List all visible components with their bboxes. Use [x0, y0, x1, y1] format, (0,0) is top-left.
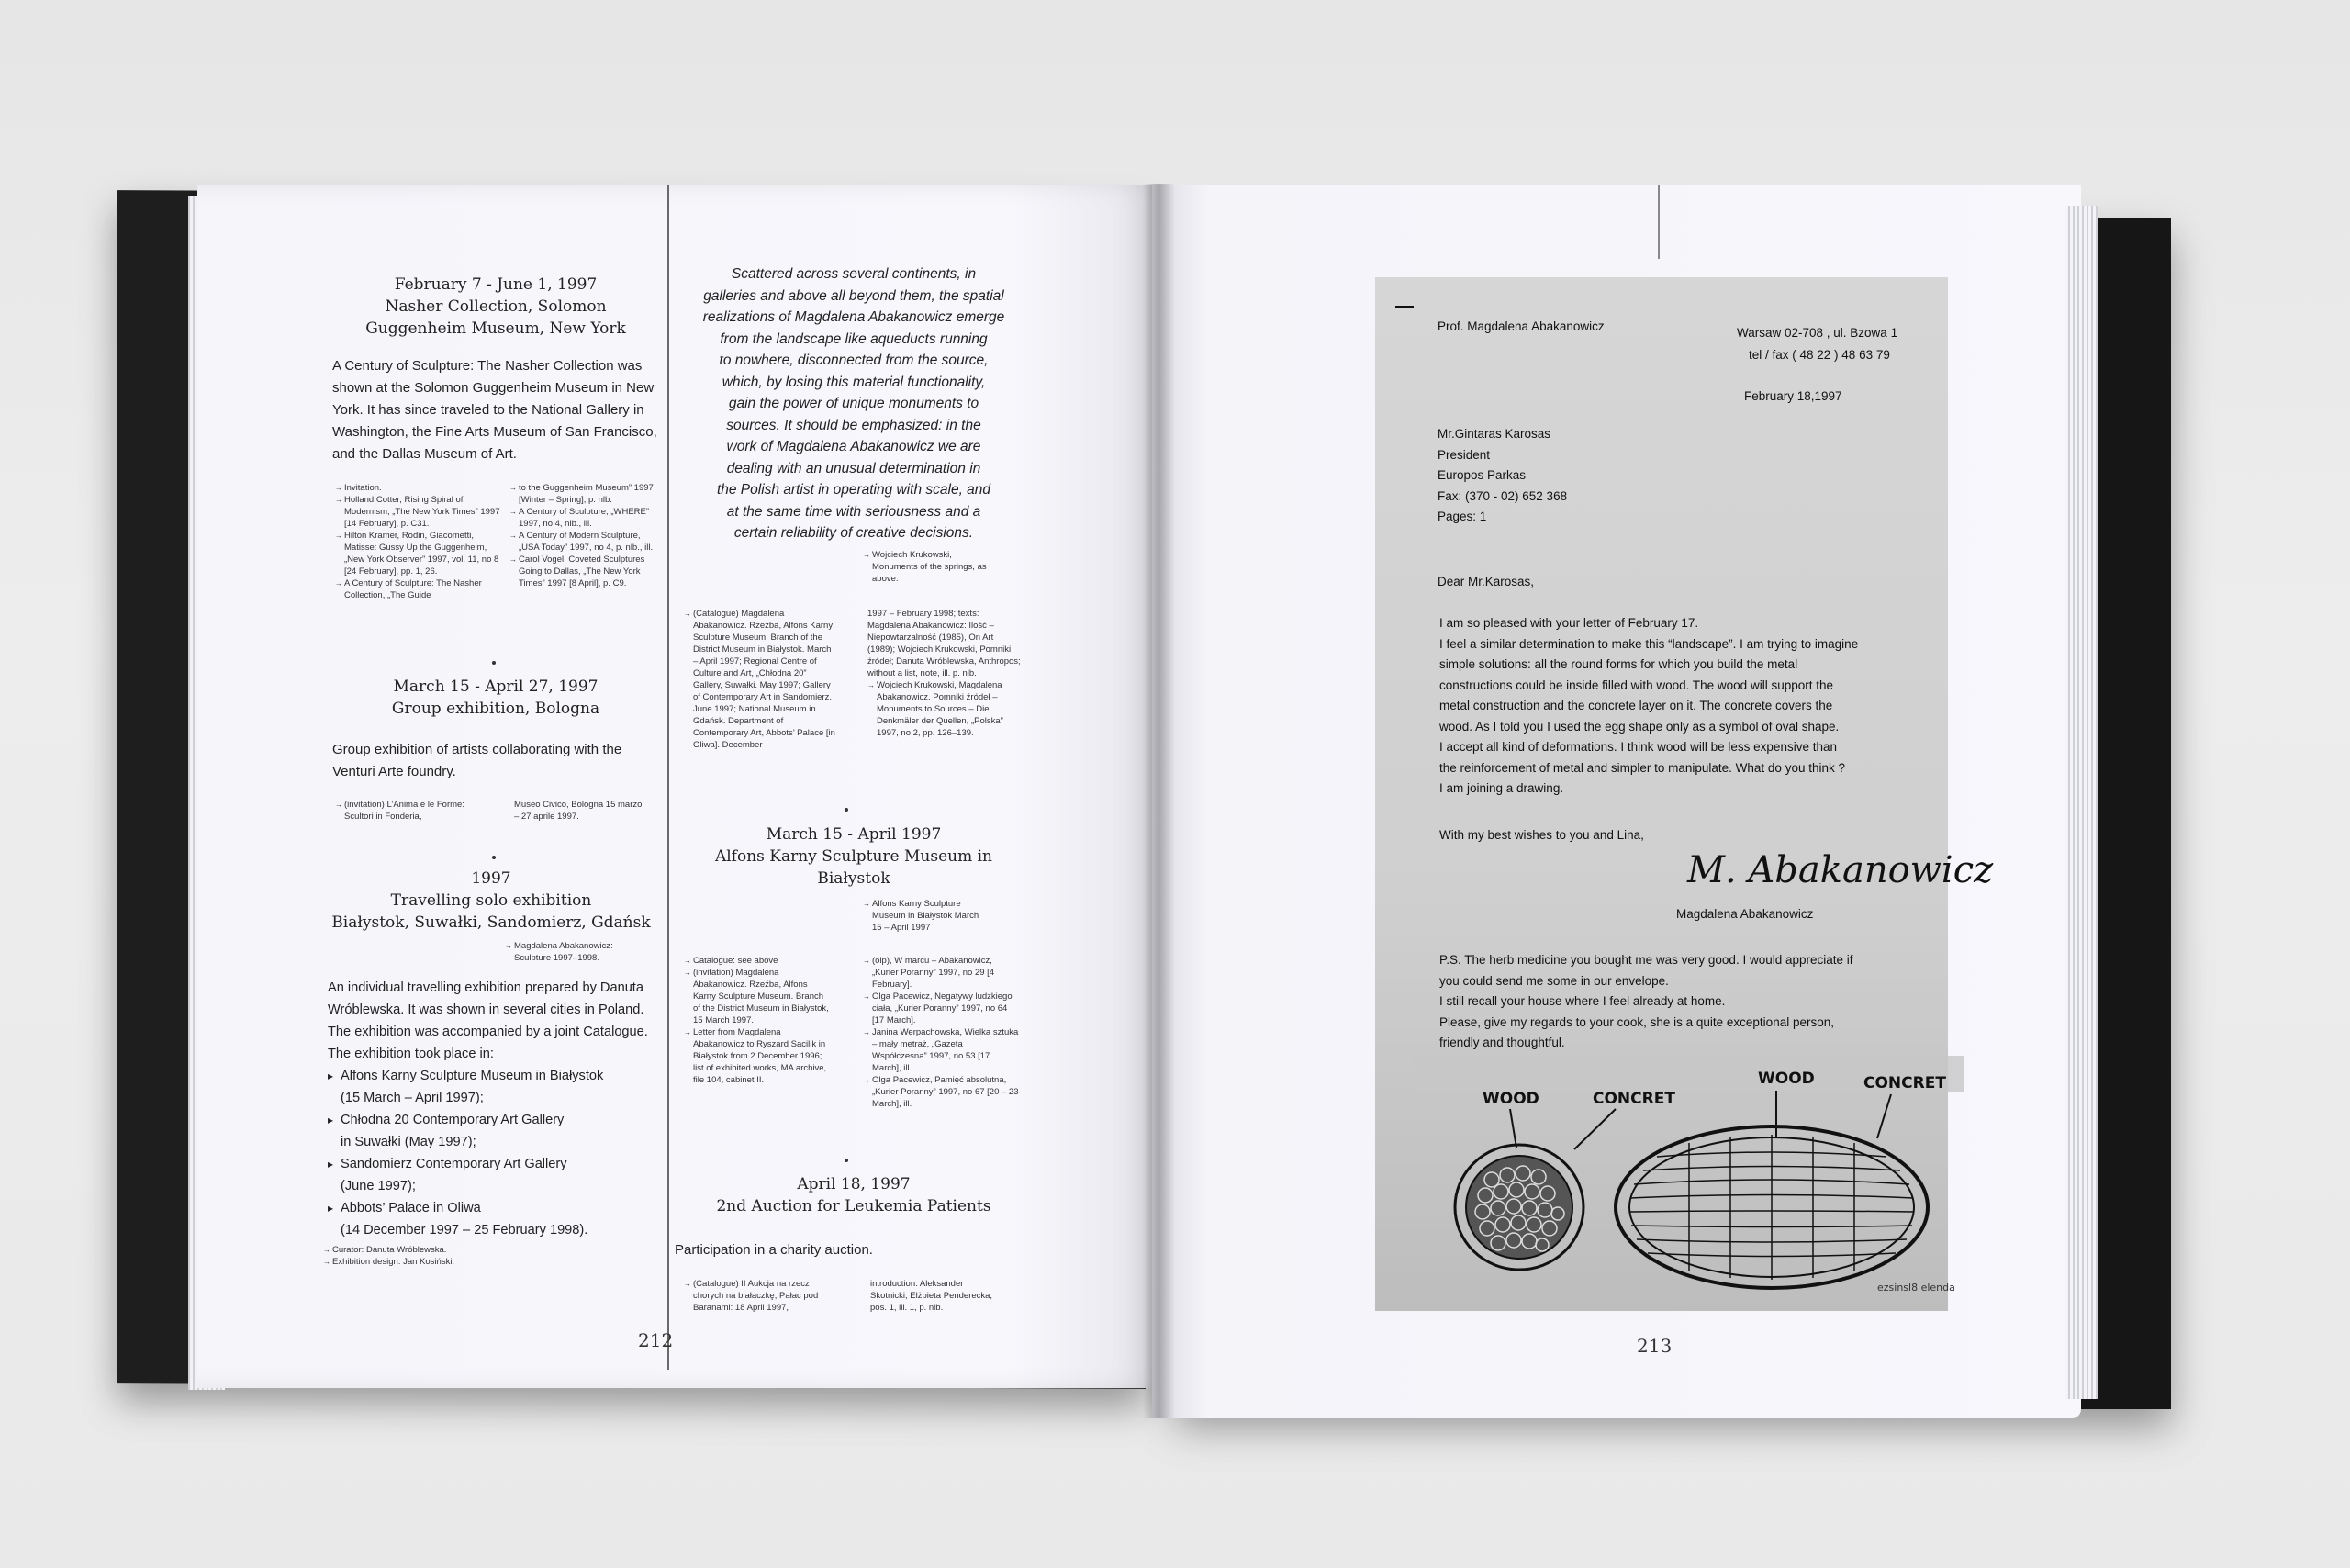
body-line: A Century of Sculpture: The Nasher Collection was [332, 358, 643, 374]
notes-bologna-left [335, 799, 473, 823]
sketch-drawing [1414, 1047, 1964, 1294]
footnote: → Magdalena Abakanowicz: Sculpture 1997–1998. [505, 940, 643, 964]
signature: M. Abakanowicz [1687, 849, 1994, 891]
footnote: → to the Guggenheim Museum” 1997 [Winter – Spring], p. nlb. [509, 482, 661, 506]
body-line: Washington, the Fine Arts Museum of San Francisco, [332, 424, 657, 440]
book-spine [1143, 184, 1175, 1418]
footnote: 1997 – February 1998; texts: Magdalena Abakanowicz: Ilość – Niepowtarzalność (1985), On Art (1989); Wojciech Krukowski, Pomniki źródeł; Danuta Wróblewska, Anthropos; without a list, note, ill. p. nlb. [867, 609, 1021, 678]
heading-line: April 18, 1997 [797, 1175, 911, 1193]
separator-dot [492, 661, 496, 665]
notes-nasher-right [509, 482, 661, 589]
notes-auction-right [870, 1278, 999, 1314]
section-heading-nasher [317, 274, 675, 340]
body-line: The exhibition took place in: [328, 1047, 494, 1061]
footnote: → Alfons Karny Sculpture Museum in Białystok March 15 – April 1997 [863, 898, 987, 934]
footnote: → A Century of Modern Sculpture, „USA Today” 1997, no 4, p. nlb., ill. [509, 530, 661, 554]
body-line: Wróblewska. It was shown in several cities in Poland. [328, 1002, 644, 1017]
letter-recipient: Mr.Gintaras Karosas President Europos Parkas Fax: (370 - 02) 652 368 Pages: 1 [1438, 427, 1568, 523]
footnote: → (olp), W marcu – Abakanowicz, „Kurier Poranny” 1997, no 29 [4 February]. [863, 955, 1019, 991]
venue-item: ▸ Sandomierz Contemporary Art Gallery (June 1997); [328, 1153, 663, 1197]
footnote: → A Century of Sculpture: The Nasher Collection, „The Guide [335, 577, 500, 601]
separator-dot [492, 856, 496, 859]
credits-travelling [323, 1244, 553, 1268]
pull-quote: Scattered across several continents, in galleries and above all beyond them, the spatial realizations of Magdalena Abakanowicz emerge from the landscape like aqueducts running to nowhere, disconnected from the source, which, by losing this material functionality, gain the power of unique monuments to sources. It should be emphasized: in the work of Magdalena Abakanowicz we are dealing with an unusual determination in the Polish artist in operating with scale, and at the same time with seriousness and a certain reliability of creative decisions. [702, 266, 1005, 541]
venue-item: ▸ Chłodna 20 Contemporary Art Gallery in Suwałki (May 1997); [328, 1109, 663, 1153]
heading-line: Alfons Karny Sculpture Museum in [714, 847, 993, 866]
letter-postscript: P.S. The herb medicine you bought me was very good. I would appreciate if you could send me some in our envelope. I still recall your house where I feel already at home. Please, give my regards to your cook, she is a quite exceptional person, friendly and thoughtful. [1439, 953, 1853, 1049]
letter-date: February 18,1997 [1744, 389, 1842, 403]
body-line: The exhibition was accompanied by a joint Catalogue. [328, 1025, 648, 1039]
page-number-left: 212 [638, 1329, 674, 1351]
body-line: shown at the Solomon Guggenheim Museum in New [332, 380, 655, 396]
footnote: → Olga Pacewicz, Pamięć absolutna, „Kurier Poranny” 1997, no 67 [20 – 23 March], ill. [863, 1074, 1019, 1110]
footnote: → Carol Vogel, Coveted Sculptures Going to Dallas, „The New York Times” 1997 [8 April], p. C9. [509, 554, 661, 589]
section-heading-auction [675, 1173, 1033, 1217]
notes-bialystok-right [863, 955, 1019, 1110]
notes-catalogue-left [684, 608, 838, 751]
body-line: and the Dallas Museum of Art. [332, 446, 517, 462]
round-form-sketch [1455, 1145, 1583, 1270]
footnote: introduction: Aleksander Skotnicki, Elżbieta Penderecka, pos. 1, ill. 1, p. nlb. [870, 1279, 993, 1313]
heading-line: Białystok [817, 869, 890, 888]
footnote: → Hilton Kramer, Rodin, Giacometti, Matisse: Gussy Up the Guggenheim, „New York Observer” 1997, vol. 11, no 8 [24 February], pp. 1, 26. [335, 530, 500, 577]
section-heading-travelling [308, 868, 675, 934]
notes-bialystok-left [684, 955, 831, 1086]
venue-item: ▸ Alfons Karny Sculpture Museum in Białystok (15 March – April 1997); [328, 1065, 663, 1109]
letter-address-line2: tel / fax ( 48 22 ) 48 63 79 [1749, 348, 1890, 362]
body-line: Venturi Arte foundry. [332, 764, 456, 779]
heading-line: March 15 - April 27, 1997 [393, 678, 599, 696]
separator-dot [845, 1159, 848, 1162]
footnote: → Janina Werpachowska, Wielka sztuka – mały metraż, „Gazeta Współczesna” 1997, no 53 [17 March], ill. [863, 1026, 1019, 1074]
drawing-label: CONCRET [1593, 1090, 1675, 1108]
letter-salutation: Dear Mr.Karosas, [1438, 575, 1535, 588]
quote-attribution: → Wojciech Krukowski, Monuments of the springs, as above. [863, 549, 991, 585]
footnote: → (Catalogue) Magdalena Abakanowicz. Rzeźba, Alfons Karny Sculpture Museum. Branch of the District Museum in Białystok. March – April 1997; Regional Centre of Culture and Art, „Chłodna 20” Gallery, Suwałki. May 1997; Gallery of Contemporary Art in Sandomierz. June 1997; National Museum in Gdańsk. Department of Contemporary Art, Abbots’ Palace [in Oliwa]. December [684, 608, 838, 751]
signature-name: Magdalena Abakanowicz [1676, 907, 1814, 921]
footnote: → (Catalogue) II Aukcja na rzecz chorych na białaczkę, Pałac pod Baranami: 18 April 1997, [684, 1278, 835, 1314]
body-line: Group exhibition of artists collaborating with the [332, 742, 622, 757]
body-line: York. It has since traveled to the National Gallery in [332, 402, 644, 418]
heading-line: Travelling solo exhibition [390, 891, 592, 910]
drawing-label: WOOD [1758, 1070, 1815, 1088]
section-heading-bialystok [675, 823, 1033, 890]
drawing-label: WOOD [1483, 1090, 1539, 1108]
section-body-travelling [328, 977, 663, 1241]
body-line: An individual travelling exhibition prepared by Danuta [328, 980, 643, 995]
notes-catalogue-right [867, 608, 1022, 739]
footnote: → (invitation) Magdalena Abakanowicz. Rzeźba, Alfons Karny Sculpture Museum. Branch of the District Museum in Białystok, 15 March 1997. [684, 967, 831, 1026]
letter-sender: Prof. Magdalena Abakanowicz [1438, 319, 1605, 333]
heading-line: 2nd Auction for Leukemia Patients [716, 1197, 991, 1215]
heading-line: Guggenheim Museum, New York [365, 319, 626, 338]
section-body-auction: Participation in a charity auction. [675, 1242, 873, 1258]
footnote: → Wojciech Krukowski, Magdalena Abakanowicz. Pomniki źródeł – Monuments to Sources – Die Denkmäler der Quellen, „Polska” 1997, no 2, pp. 126–139. [867, 679, 1022, 739]
section-body-nasher [332, 355, 663, 465]
footnote: → Exhibition design: Jan Kosiński. [323, 1256, 553, 1268]
column-divider-right [1658, 185, 1660, 259]
notes-nasher-left [335, 482, 500, 601]
stamp-text: ezsinsl8 elenda [1877, 1282, 1955, 1294]
footnote: → Catalogue: see above [684, 955, 831, 967]
heading-line: 1997 [471, 869, 511, 888]
heading-line: Nasher Collection, Solomon [385, 297, 607, 316]
footnote: Museo Civico, Bologna 15 marzo – 27 aprile 1997. [514, 800, 643, 822]
fold-mark [1395, 306, 1414, 308]
column-divider [667, 185, 669, 1370]
venue-item: ▸ Abbots’ Palace in Oliwa (14 December 1997 – 25 February 1998). [328, 1197, 663, 1241]
section-heading-bologna [317, 676, 675, 720]
letter-body: I am so pleased with your letter of February 17. I feel a similar determination to make this “landscape”. I am trying to imagine simple solutions: all the round forms for which you build the metal constructions could be inside filled with wood. The wood will support the metal construction and the concrete layer on it. The concrete covers the wood. As I told you I used the egg shape only as a symbol of oval shape. I accept all kind of deformations. I think wood will be less expensive than the reinforcement of metal and simpler to manipulate. What do you think ? I am joining a drawing. [1439, 616, 1859, 795]
footnote: → (invitation) L’Anima e le Forme: Scultori in Fonderia, [335, 799, 473, 823]
footnote: → Invitation. [335, 482, 500, 494]
footnote: → Holland Cotter, Rising Spiral of Modernism, „The New York Times” 1997 [14 February], p. C31. [335, 494, 500, 530]
notes-bialystok [863, 898, 987, 934]
page-number-right: 213 [1637, 1335, 1673, 1357]
heading-line: Group exhibition, Bologna [391, 700, 600, 718]
notes-travelling [505, 940, 643, 964]
page-edges-right [2065, 206, 2098, 1399]
venue-list [328, 1065, 663, 1241]
heading-line: March 15 - April 1997 [766, 825, 942, 844]
footnote: → A Century of Sculpture, „WHERE” 1997, no 4, nlb., ill. [509, 506, 661, 530]
heading-line: Białystok, Suwałki, Sandomierz, Gdańsk [331, 913, 651, 932]
letter-closing: With my best wishes to you and Lina, [1439, 828, 1644, 842]
footnote: → Olga Pacewicz, Negatywy ludzkiego ciała, „Kurier Poranny” 1997, no 64 [17 March]. [863, 991, 1019, 1026]
egg-form-sketch [1616, 1126, 1928, 1288]
section-body-bologna [332, 739, 663, 783]
heading-line: February 7 - June 1, 1997 [394, 275, 598, 294]
notes-auction-left [684, 1278, 835, 1314]
letter-address-line1: Warsaw 02-708 , ul. Bzowa 1 [1737, 326, 1898, 340]
footnote: → Curator: Danuta Wróblewska. [323, 1244, 553, 1256]
drawing-label: CONCRET [1863, 1074, 1946, 1092]
notes-bologna-right [514, 799, 643, 823]
footnote: → Letter from Magdalena Abakanowicz to Ryszard Sacilik in Białystok from 2 December 1996; list of exhibited works, MA archive, file 104, cabinet II. [684, 1026, 831, 1086]
separator-dot [845, 808, 848, 812]
